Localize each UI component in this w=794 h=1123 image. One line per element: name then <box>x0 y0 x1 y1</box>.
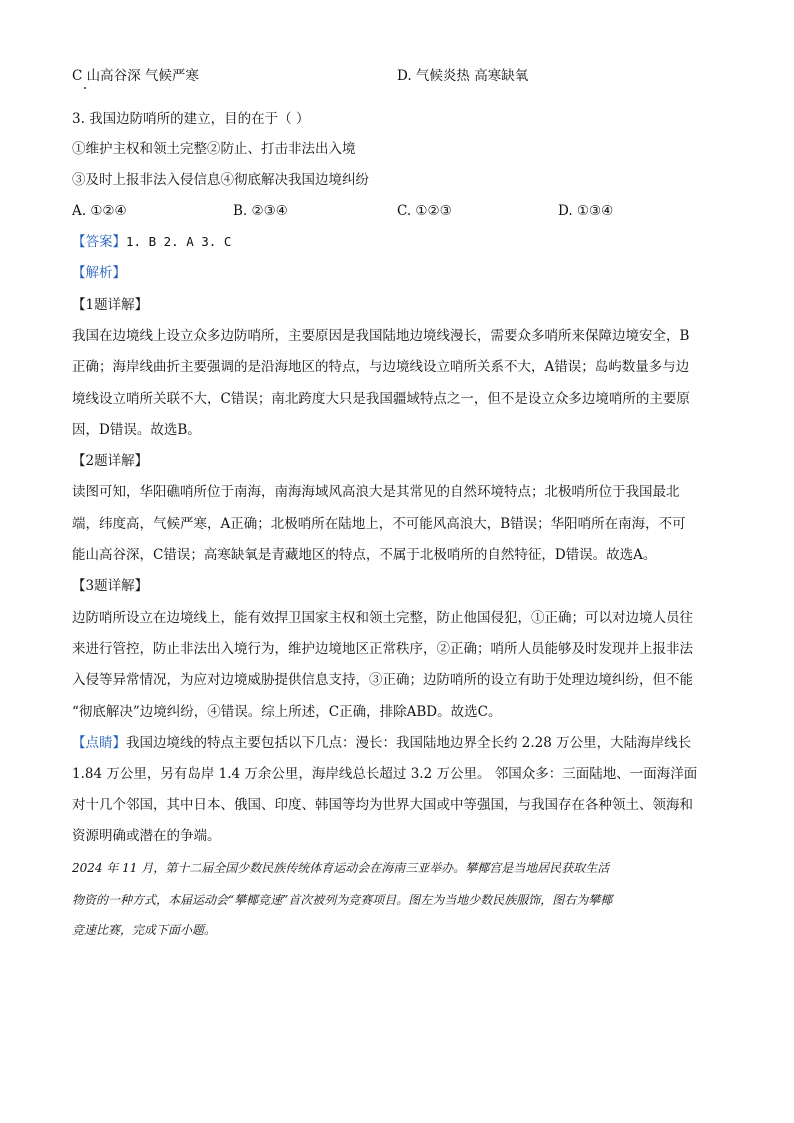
q3-stem: 3. 我国边防哨所的建立，目的在于（ ） <box>72 111 310 127</box>
q1-detail-line: 正确；海岸线曲折主要强调的是沿海地区的特点，与边境线设立哨所关系不大，A错误；岛屿数量多与边 <box>72 359 690 375</box>
q3-option-c: C. ①②③ <box>397 203 452 219</box>
tip-label: 【点睛】 <box>72 735 126 751</box>
passage-line: 2024 年 11 月，第十二届全国少数民族传统体育运动会在海南三亚举办。攀椰宫是当地居民获取生活 <box>72 861 610 875</box>
tip-line: 资源明确或潜在的争端。 <box>72 828 221 844</box>
q1-detail-line: 因，D错误。故选B。 <box>72 422 201 438</box>
q1-detail-heading: 【1题详解】 <box>72 297 149 313</box>
tip-text: 我国边境线的特点主要包括以下几点：漫长：我国陆地边界全长约 2.28 万公里，大陆海岸线长 <box>126 735 692 751</box>
q3-option-b: B. ②③④ <box>233 203 288 219</box>
q3-items-line-1: ①维护主权和领土完整②防止、打击非法出入境 <box>72 141 356 157</box>
q3-detail-line: 入侵等异常情况，为应对边境威胁提供信息支持，③正确；边防哨所的设立有助于处理边境纠纷，但不能 <box>72 672 693 688</box>
passage-line: 竞速比赛，完成下面小题。 <box>72 923 217 937</box>
q1-detail-line: 我国在边境线上设立众多边防哨所，主要原因是我国陆地边境线漫长，需要众多哨所来保障边境安全，B <box>72 328 690 344</box>
q2-detail-line: 读图可知，华阳礁哨所位于南海，南海海域风高浪大是其常见的自然环境特点；北极哨所位于我国最北 <box>72 484 680 500</box>
q2-detail-line: 端，纬度高，气候严寒，A正确；北极哨所在陆地上，不可能风高浪大，B错误；华阳哨所在南海，不可 <box>72 516 686 532</box>
q3-detail-line: 来进行管控，防止非法出入境行为，维护边境地区正常秩序，②正确；哨所人员能够及时发现并上报非法 <box>72 641 693 657</box>
q2-option-c: C 山高谷深 气候严寒 <box>72 68 199 84</box>
q3-detail-heading: 【3题详解】 <box>72 578 149 594</box>
q2-detail-line: 能山高谷深，C错误；高寒缺氧是青藏地区的特点，不属于北极哨所的自然特征，D错误。故选A。 <box>72 547 657 563</box>
q2-detail-heading: 【2题详解】 <box>72 453 149 469</box>
passage-line: 物资的一种方式，本届运动会“攀椰竞速”首次被列为竞赛项目。图左为当地少数民族服饰，图右为攀椰 <box>72 893 613 907</box>
q1-detail-line: 境线设立哨所关联不大，C错误；南北跨度大只是我国疆域特点之一，但不是设立众多边境哨所的主要原 <box>72 391 690 407</box>
answer-label: 【答案】 <box>72 234 126 250</box>
tip-line: 对十几个邻国，其中日本、俄国、印度、韩国等均为世界大国或中等强国，与我国存在各种领土、领海和 <box>72 797 693 813</box>
bullet-dot <box>84 87 86 89</box>
q3-option-d: D. ①③④ <box>558 203 614 219</box>
q2-option-d: D. 气候炎热 高寒缺氧 <box>397 68 529 84</box>
tip-line <box>72 733 722 753</box>
q3-items-line-2: ③及时上报非法入侵信息④彻底解决我国边境纠纷 <box>72 172 369 188</box>
tip-line: 1.84 万公里，另有岛岸 1.4 万余公里，海岸线总长超过 3.2 万公里。 邻国众多：三面陆地、一面海洋面 <box>72 766 698 782</box>
q3-detail-line: 边防哨所设立在边境线上，能有效捍卫国家主权和领土完整，防止他国侵犯，①正确；可以对边境人员往 <box>72 610 693 626</box>
answer-text: 1. B 2. A 3. C <box>126 234 232 249</box>
q3-detail-line: “彻底解决”边境纠纷，④错误。综上所述，C正确，排除ABD。故选C。 <box>72 704 502 720</box>
analysis-label: 【解析】 <box>72 265 126 281</box>
q3-option-a: A. ①②④ <box>72 203 127 219</box>
answer-line <box>72 232 722 252</box>
